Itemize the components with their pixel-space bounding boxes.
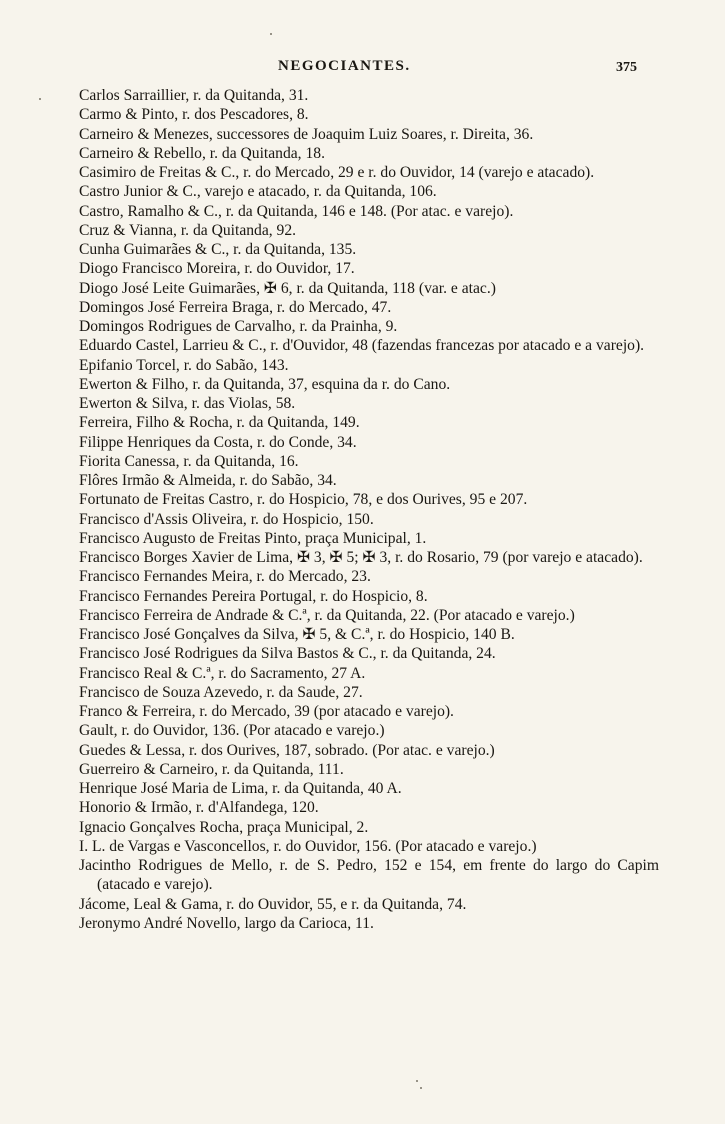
directory-entry: Carneiro & Menezes, successores de Joaquim Luiz Soares, r. Direita, 36. [79,125,534,143]
directory-entry: Jeronymo André Novello, largo da Carioca, 11. [79,914,374,932]
directory-entry: Francisco d'Assis Oliveira, r. do Hospicio, 150. [79,510,374,528]
directory-entry: Diogo Francisco Moreira, r. do Ouvidor, 17. [79,260,355,278]
directory-entry: Cunha Guimarães & C., r. da Quitanda, 135. [79,241,357,258]
directory-entry: Francisco Augusto de Freitas Pinto, praça Municipal, 1. [79,529,427,547]
paper-speck [420,1087,422,1089]
directory-entry: Diogo José Leite Guimarães, ✠ 6, r. da Quitanda, 118 (var. e atac.) [79,279,496,297]
directory-entry: Francisco Fernandes Pereira Portugal, r. do Hospicio, 8. [79,587,428,605]
directory-entry: Francisco José Rodrigues da Silva Bastos & C., r. da Quitanda, 24. [79,645,496,663]
directory-entry: Filippe Henriques da Costa, r. do Conde, 34. [79,433,357,451]
directory-entry: Jácome, Leal & Gama, r. do Ouvidor, 55, e r. da Quitanda, 74. [79,895,467,913]
directory-entry: Carneiro & Rebello, r. da Quitanda, 18. [79,144,325,162]
directory-entry: Castro, Ramalho & C., r. da Quitanda, 146 e 148. (Por atac. e varejo). [79,202,514,220]
directory-entry: Francisco José Gonçalves da Silva, ✠ 5, & C.ª, r. do Hospicio, 140 B. [79,626,515,643]
directory-entry: Fiorita Canessa, r. da Quitanda, 16. [79,452,299,470]
directory-entry: Carlos Sarraillier, r. da Quitanda, 31. [79,87,309,104]
directory-entry: Flôres Irmão & Almeida, r. do Sabão, 34. [79,472,337,489]
directory-entry: Ferreira, Filho & Rocha, r. da Quitanda, 149. [79,414,360,432]
directory-entry: Francisco de Souza Azevedo, r. da Saude, 27. [79,683,363,701]
merchant-directory-list [79,86,659,933]
directory-entry: Francisco Borges Xavier de Lima, ✠ 3, ✠ 5; ✠ 3, r. do Rosario, 79 (por varejo e atacado). [79,549,643,566]
directory-entry: Francisco Fernandes Meira, r. do Mercado, 23. [79,568,371,586]
directory-entry: Cruz & Vianna, r. da Quitanda, 92. [79,221,297,239]
page-header [0,58,725,82]
directory-entry: Castro Junior & C., varejo e atacado, r. da Quitanda, 106. [79,183,437,201]
directory-entry: Guerreiro & Carneiro, r. da Quitanda, 111. [79,760,344,778]
directory-entry: Fortunato de Freitas Castro, r. do Hospicio, 78, e dos Ourives, 95 e 207. [79,491,528,509]
directory-entry: Epifanio Torcel, r. do Sabão, 143. [79,356,289,374]
directory-entry: Gault, r. do Ouvidor, 136. (Por atacado e varejo.) [79,722,385,740]
directory-entry: Honorio & Irmão, r. d'Alfandega, 120. [79,799,319,817]
paper-speck [39,98,41,100]
directory-entry: Casimiro de Freitas & C., r. do Mercado, 29 e r. do Ouvidor, 14 (varejo e atacado). [79,164,595,181]
directory-entry: Francisco Ferreira de Andrade & C.ª, r. da Quitanda, 22. (Por atacado e varejo.) [79,606,575,624]
directory-entry: Ignacio Gonçalves Rocha, praça Municipal, 2. [79,818,369,836]
directory-entry: I. L. de Vargas e Vasconcellos, r. do Ouvidor, 156. (Por atacado e varejo.) [79,837,537,855]
directory-entry: Domingos José Ferreira Braga, r. do Mercado, 47. [79,298,392,316]
directory-entry: Carmo & Pinto, r. dos Pescadores, 8. [79,106,309,124]
paper-speck [270,33,272,35]
page-number: 375 [616,60,637,75]
directory-entry: Francisco Real & C.ª, r. do Sacramento, 27 A. [79,664,366,682]
paper-speck [416,1080,418,1082]
directory-entry: Domingos Rodrigues de Carvalho, r. da Prainha, 9. [79,318,398,335]
directory-entry: Ewerton & Filho, r. da Quitanda, 37, esquina da r. do Cano. [79,375,451,393]
directory-entry: Guedes & Lessa, r. dos Ourives, 187, sobrado. (Por atac. e varejo.) [79,741,495,759]
directory-entry: Jacintho Rodrigues de Mello, r. de S. Pedro, 152 e 154, em frente do largo do Capim (atacado e varejo). [79,857,659,894]
directory-entry: Ewerton & Silva, r. das Violas, 58. [79,395,296,412]
running-title: NEGOCIANTES. [278,58,411,74]
directory-entry: Henrique José Maria de Lima, r. da Quitanda, 40 A. [79,780,402,797]
directory-entry: Eduardo Castel, Larrieu & C., r. d'Ouvidor, 48 (fazendas francezas por atacado e a varejo). [79,337,645,355]
directory-entry: Franco & Ferreira, r. do Mercado, 39 (por atacado e varejo). [79,703,454,720]
